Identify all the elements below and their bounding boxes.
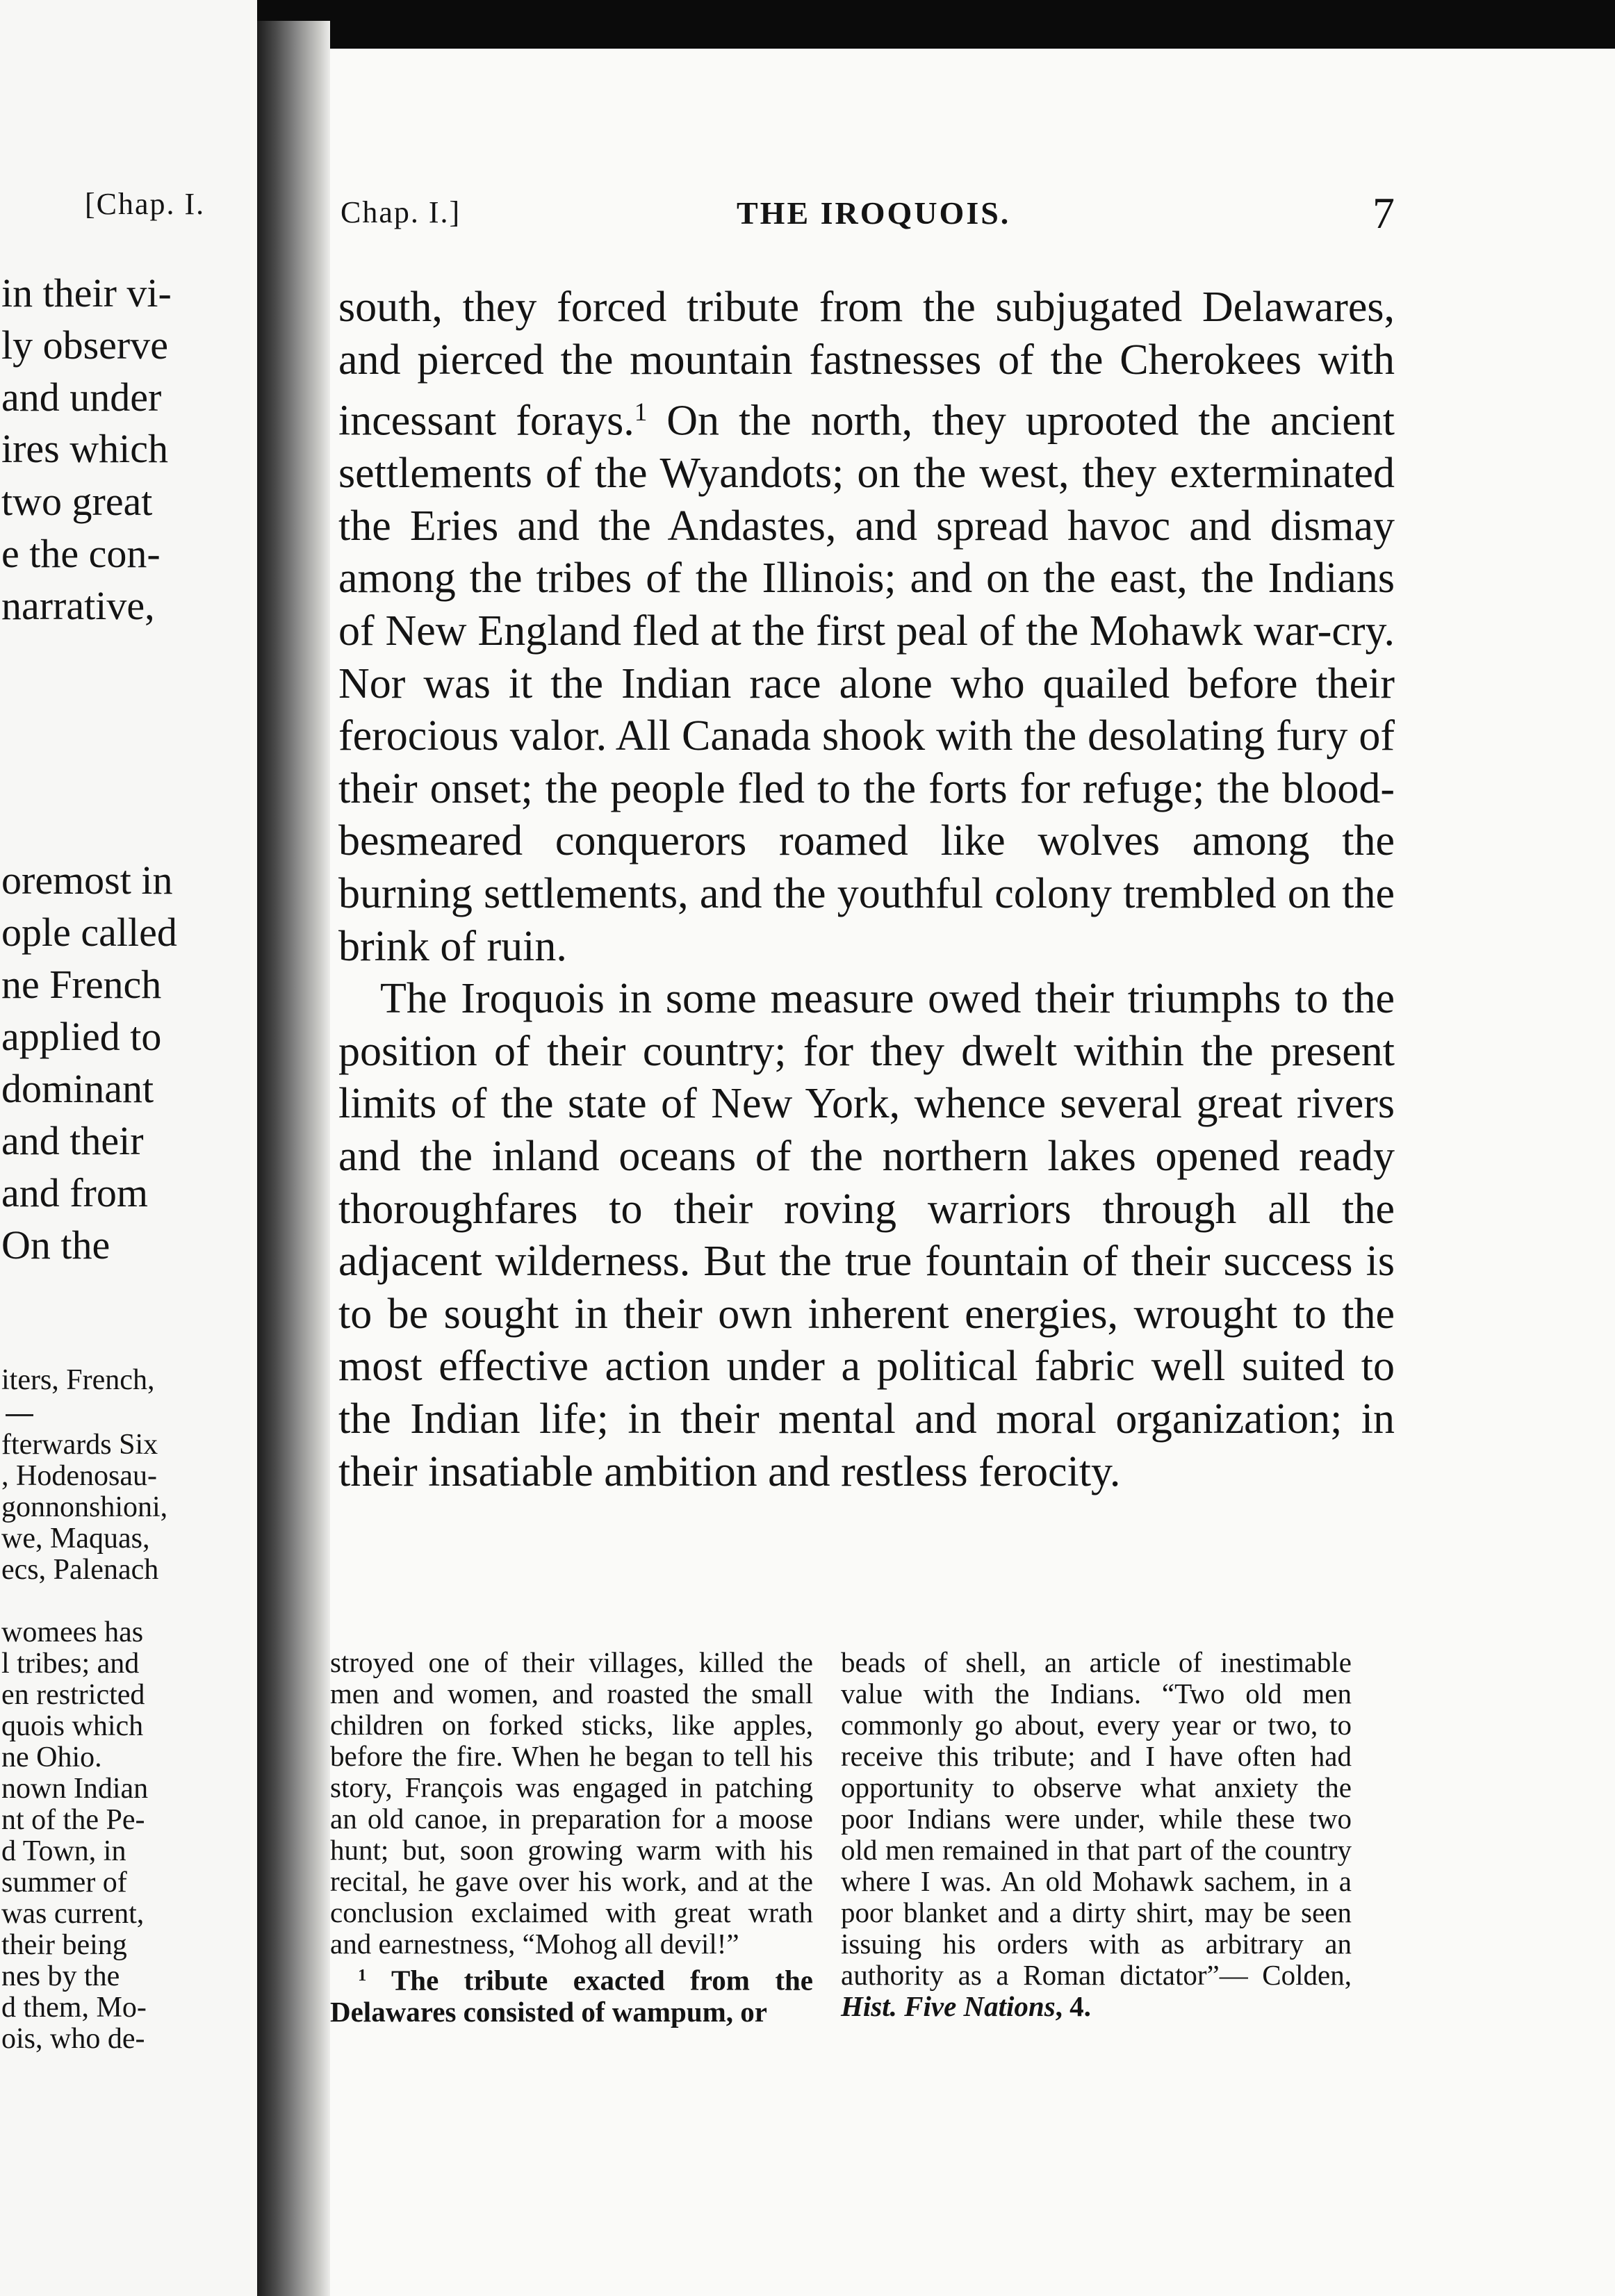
footnote-1: $^1$ The tribute exacted from the Delawares consisted of wampum, or xyxy=(330,1964,813,2028)
running-head-title: THE IROQUOIS. xyxy=(737,195,1011,231)
left-note-line: ois, who de- xyxy=(1,2023,145,2055)
left-body-line: ires which xyxy=(1,426,168,471)
left-page xyxy=(0,0,257,2296)
left-body-line: ne French xyxy=(1,962,162,1007)
left-note-line: d Town, in xyxy=(1,1835,126,1867)
left-note-line: we, Maquas, xyxy=(1,1523,150,1555)
left-body-line: and their xyxy=(1,1118,144,1163)
left-note-line: summer of xyxy=(1,1867,127,1899)
left-body-line: oremost in xyxy=(1,858,173,903)
left-note-line: , Hodenosau- xyxy=(1,1460,157,1492)
footnotes-column-1 xyxy=(330,1647,813,2028)
main-text xyxy=(338,281,1395,1498)
left-note-line: ne Ohio. xyxy=(1,1741,102,1773)
left-page-header: [Chap. I. xyxy=(85,187,206,221)
left-note-line: was current, xyxy=(1,1898,145,1930)
left-note-line: nt of the Pe- xyxy=(1,1804,145,1836)
left-body-line: e the con- xyxy=(1,531,161,576)
left-note-line: en restricted xyxy=(1,1679,145,1711)
book-gutter xyxy=(257,21,330,2296)
left-body-line: On the xyxy=(1,1222,110,1268)
left-note-line: d them, Mo- xyxy=(1,1992,147,2024)
left-body-line: narrative, xyxy=(1,583,155,628)
left-note-line: fterwards Six xyxy=(1,1429,158,1461)
page-number: 7 xyxy=(1372,188,1395,238)
left-note-rule xyxy=(6,1414,33,1416)
footnote-1-marker: 1 xyxy=(358,1966,367,1985)
left-body-line: ople called xyxy=(1,910,177,955)
left-note-line: iters, French, xyxy=(1,1364,155,1396)
left-note-line: l tribes; and xyxy=(1,1648,140,1680)
left-note-line: womees has xyxy=(1,1616,144,1648)
left-body-line: in their vi- xyxy=(1,270,172,315)
left-body-line: applied to xyxy=(1,1014,162,1059)
left-note-line: ecs, Palenach xyxy=(1,1554,159,1586)
running-head-chapter: Chap. I.] xyxy=(341,195,461,229)
left-body-line: and under xyxy=(1,375,162,420)
left-body-line: ly observe xyxy=(1,322,168,368)
citation-title: Hist. Five Nations xyxy=(841,1990,1056,2022)
left-note-line: gonnonshioni, xyxy=(1,1491,168,1523)
left-note-line: nes by the xyxy=(1,1960,120,1992)
right-page xyxy=(330,49,1615,2296)
footnote-continuation: stroyed one of their villages, killed the men and women, and roasted the small children on forked sticks, like apples, before the fire. When he began to tell his story, François was engaged in patching an old canoe, in preparation for a moose hunt; but, soon growing warm with his recital, he gave over his work, and at the conclusion exclaimed with great wrath and earnestness, “Mohog all devil!” xyxy=(330,1646,813,1960)
footnotes-column-2 xyxy=(841,1647,1352,2022)
left-note-line: quois which xyxy=(1,1710,144,1742)
left-note-line: their being xyxy=(1,1929,127,1961)
left-body-line: two great xyxy=(1,479,153,524)
paragraph-1: south, they forced tribute from the subjugated Delawares, and pierced the mountain fastnesses of the Cherokees with incessant forays.$^1$ On the north, they uprooted the ancient settlements of the Wyandots; on the west, they exterminated the Eries and the Andastes, and spread havoc and dismay among the tribes of the Illinois; and on the east, the Indians of New England fled at the first peal of the Mohawk war-cry. Nor was it the Indian race alone who quailed before their ferocious valor. All Canada shook with the desolating fury of their onset; the people fled to the forts for refuge; the blood-besmeared conquerors roamed like wolves among the burning settlements, and the youthful colony trembled on the brink of ruin. xyxy=(338,284,1395,970)
paragraph-2: The Iroquois in some measure owed their triumphs to the position of their country; for they dwelt within the present limits of the state of New York, whence several great rivers and the inland oceans of the northern lakes opened ready thoroughfares to their roving warriors through all the adjacent wilderness. But the true fountain of their success is to be sought in their own inherent energies, wrought to the most effective action under a political fabric well suited to the Indian life; in their mental and moral organization; in their insatiable ambition and restless ferocity. xyxy=(338,975,1395,1495)
footnote-1-continued: beads of shell, an article of inestimable value with the Indians. “Two old men commonly go about, every year or two, to receive this tribute; and I have often had opportunity to observe what anxiety the poor Indians were under, while these two old men remained in that part of the country where I was. An old Mohawk sachem, in a poor blanket and a dirty shirt, may be seen issuing his orders with as arbitrary an authority as a Roman dictator”— Colden, Hist. Five Nations, 4. xyxy=(841,1646,1352,2022)
footnote-ref: 1 xyxy=(634,398,648,427)
left-note-line: nown Indian xyxy=(1,1773,149,1805)
left-body-line: dominant xyxy=(1,1066,154,1111)
left-body-line: and from xyxy=(1,1170,148,1215)
